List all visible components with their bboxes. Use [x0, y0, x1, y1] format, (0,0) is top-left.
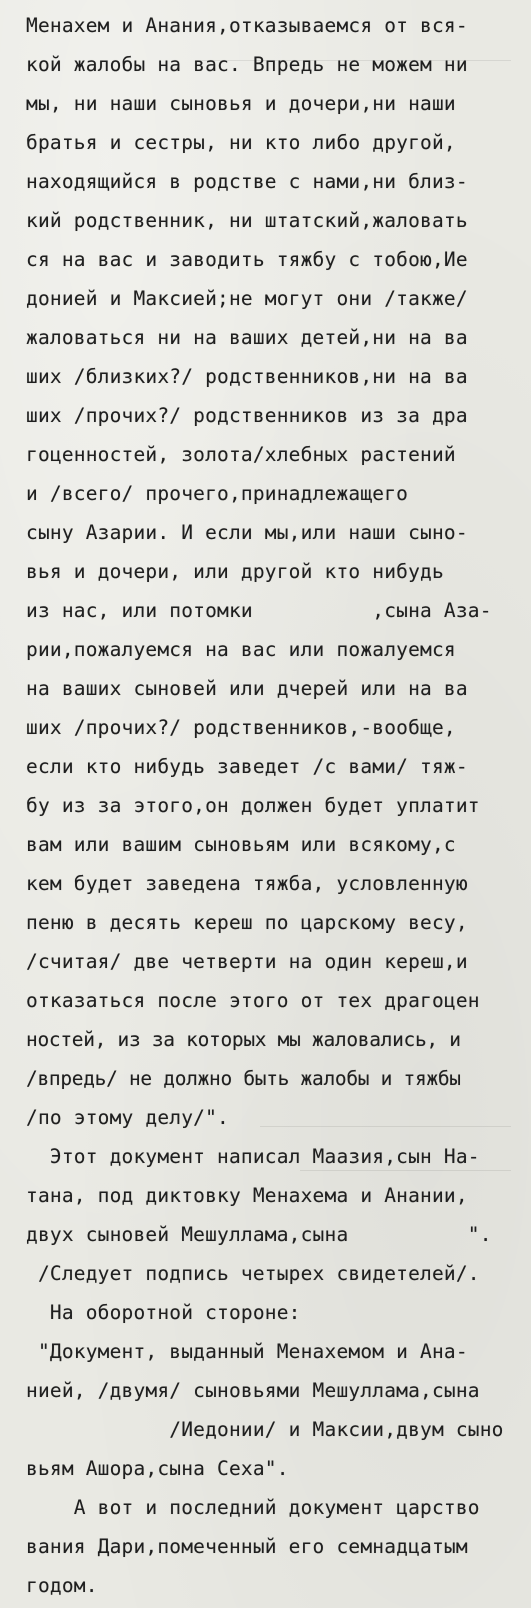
text-line: /Иедонии/ и Максии,двум сыно [26, 1418, 504, 1441]
text-line: ших /близких?/ родственников,ни на ва [26, 365, 468, 388]
text-line: годом. [26, 1574, 98, 1597]
text-line: /Следует подпись четырех свидетелей/. [26, 1262, 480, 1285]
text-line: /считая/ две четверти на один кереш,и [26, 950, 468, 973]
text-line: На оборотной стороне: [26, 1301, 301, 1324]
text-line: рии,пожалуемся на вас или пожалуемся [26, 638, 456, 661]
text-line: кий родственник, ни штатский,жаловать [26, 209, 468, 232]
text-line: двух сыновей Мешуллама,сына ". [26, 1223, 492, 1246]
text-line: "Документ, выданный Менахемом и Ана- [26, 1340, 468, 1363]
text-line: ших /прочих?/ родственников,-вообще, [26, 716, 456, 739]
text-line: находящийся в родстве с нами,ни близ- [26, 170, 468, 193]
text-line: на ваших сыновей или дчерей или на ва [26, 677, 468, 700]
text-line: тана, под диктовку Менахема и Анании, [26, 1184, 468, 1207]
text-line: кем будет заведена тяжба, условленную [26, 872, 468, 895]
text-line: /по этому делу/". [26, 1106, 229, 1129]
text-line: Менахем и Анания,отказываемся от вся- [26, 14, 468, 37]
text-line: и /всего/ прочего,принадлежащего [26, 482, 409, 505]
text-line: ностей, из за которых мы жаловались, и [26, 1028, 461, 1051]
text-line: жаловаться ни на ваших детей,ни на ва [26, 326, 468, 349]
text-line: кой жалобы на вас. Впредь не можем ни [26, 53, 468, 76]
text-line: вья и дочери, или другой кто нибудь [26, 560, 444, 583]
text-line: гоценностей, золота/хлебных растений [26, 443, 456, 466]
text-line: ших /прочих?/ родственников из за дра [26, 404, 468, 427]
text-line: Этот документ написал Маазия,сын На- [26, 1145, 480, 1168]
text-line: ся на вас и заводить тяжбу с тобою,Ие [26, 248, 468, 271]
text-line: из нас, или потомки ,сына Аза- [26, 599, 492, 622]
text-line: вьям Ашора,сына Сеха". [26, 1457, 289, 1480]
text-line: вам или вашим сыновьям или всякому,с [26, 833, 456, 856]
text-line: донией и Максией;не могут они /также/ [26, 287, 468, 310]
text-line: бу из за этого,он должен будет уплатит [26, 794, 480, 817]
text-line: сыну Азарии. И если мы,или наши сыно- [26, 521, 468, 544]
text-line: вания Дари,помеченный его семнадцатым [26, 1535, 468, 1558]
text-line: /впредь/ не должно быть жалобы и тяжбы [26, 1067, 461, 1090]
text-line: братья и сестры, ни кто либо другой, [26, 131, 456, 154]
text-line: если кто нибудь заведет /с вами/ тяж- [26, 755, 468, 778]
text-line: нией, /двумя/ сыновьями Мешуллама,сына [26, 1379, 480, 1402]
text-line: отказаться после этого от тех драгоцен [26, 989, 480, 1012]
text-line: А вот и последний документ царство [26, 1496, 480, 1519]
text-line: мы, ни наши сыновья и дочери,ни наши [26, 92, 456, 115]
text-line: пеню в десять кереш по царскому весу, [26, 911, 468, 934]
